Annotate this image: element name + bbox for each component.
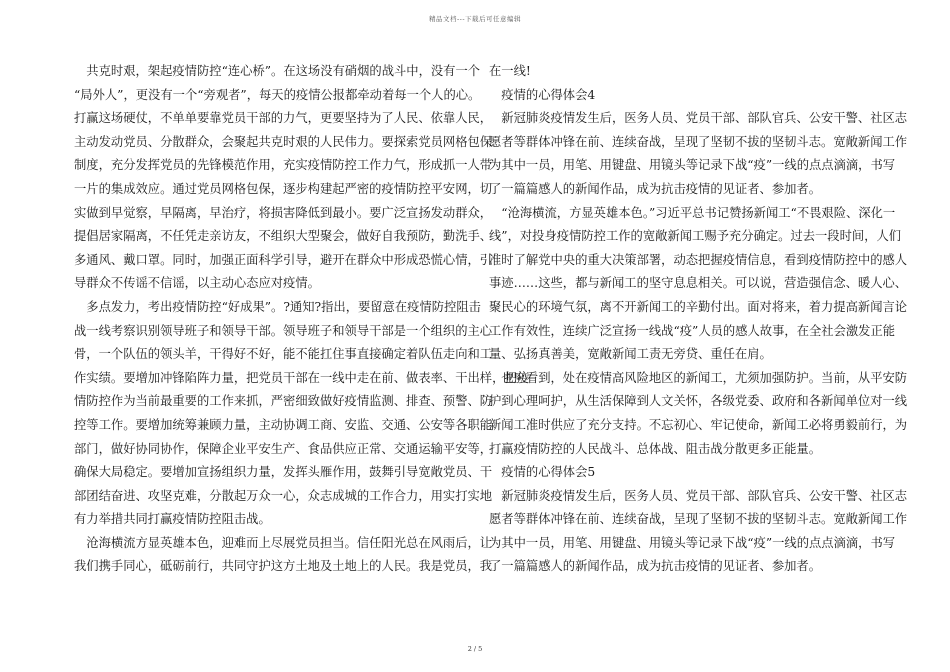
text-line: 工作有效性，连续广泛宣扬一线战“疫”人员的感人故事，在全社会激发正能 xyxy=(489,323,896,338)
text-line: 控等工作。要增加统筹兼顾力量，主动协调工商、安监、交通、公安等各职能 xyxy=(74,417,493,432)
text-line: 了一篇篇感人的新闻作品，成为抗击疫情的见证者、参加者。 xyxy=(489,181,822,196)
left-text-column xyxy=(74,60,529,579)
text-line: 护到心理呵护，从生活保障到人文关怀，各级党委、政府和各新闻单位对一线 xyxy=(489,394,908,409)
text-line: 新冠肺炎疫情发生后，医务人员、党员干部、部队官兵、公安干警、社区志 xyxy=(489,488,908,503)
text-line: 新冠肺炎疫情发生后，医务人员、党员干部、部队官兵、公安干警、社区志 xyxy=(489,111,908,126)
text-line: 确保大局稳定。要增加宣扬组织力量，发挥头雁作用，鼓舞引导宽敞党员、干 xyxy=(74,465,493,480)
text-line: “局外人”，更没有一个“旁观者”，每天的疫情公报都牵动着每一个人的心。 xyxy=(74,87,481,102)
text-line: 一片的集成效应。通过党员网格包保，逐步构建起严密的疫情防控平安网，切 xyxy=(74,181,493,196)
text-line: 主动发动党员、分散群众，会聚起共克时艰的人民伟力。要探索党员网格包保 xyxy=(74,134,493,149)
page-header: 精品文档---下载后可任意编辑 xyxy=(428,15,522,23)
text-line: 新闻工准时供应了充分支持。不忘初心、牢记使命，新闻工必将勇毅前行，为 xyxy=(489,417,908,432)
text-line: 部门，做好协同协作，保障企业平安生产、食品供应正常、交通运输平安等， xyxy=(74,441,493,456)
text-line: 愿者等群体冲锋在前、连续奋战，呈现了坚韧不拔的坚韧斗志。宽敞新闻工作 xyxy=(489,134,908,149)
text-line: 作实绩。要增加冲锋陷阵力量，把党员干部在一线中走在前、做表率、干出样，把疫 xyxy=(74,370,529,385)
text-line: 为其中一员，用笔、用键盘、用镜头等记录下战“疫”一线的点点滴滴，书写 xyxy=(489,535,896,550)
text-line: 骨，一个队伍的领头羊，干得好不好，能不能扛住事直接确定着队伍走向和工 xyxy=(74,347,493,362)
page-number: 2 / 5 xyxy=(467,645,483,653)
text-line: 线”，对投身疫情防控工作的宽敞新闻工赐予充分确定。过去一段时间，人们 xyxy=(489,229,902,244)
text-line: 导群众不传谣不信谣，以主动心态应对疫情。 xyxy=(74,276,320,291)
text-line: 制度，充分发挥党员的先锋模范作用，充实疫情防控工作力气，形成抓一人带 xyxy=(74,158,493,173)
text-line: 了一篇篇感人的新闻作品，成为抗击疫情的见证者、参加者。 xyxy=(489,559,822,574)
text-line: 有力举措共同打赢疫情防控阻击战。 xyxy=(74,512,271,527)
text-line: 共克时艰，架起疫情防控“连心桥”。在这场没有硝烟的战斗中，没有一个 xyxy=(74,64,481,78)
text-line: 打赢疫情防控的人民战斗、总体战、阻击战分散更多正能量。 xyxy=(489,441,822,456)
text-line: 我们携手同心，砥砺前行，共同守护这方土地及土地上的人民。我是党员，我 xyxy=(74,559,493,574)
text-line: 事迹……这些，都与新闻工的坚守息息相关。可以说，营造强信念、暖人心、 xyxy=(489,276,908,291)
text-line: 部团结奋进、攻坚克难，分散起万众一心，众志成城的工作合力，用实打实地 xyxy=(74,488,493,503)
text-line: 多点发力，考出疫情防控“好成果”。?通知?指出，要留意在疫情防控阻击 xyxy=(74,299,481,314)
text-line: 量、弘扬真善美，宽敞新闻工责无旁贷、重任在肩。 xyxy=(489,347,772,362)
text-line: 战一线考察识别领导班子和领导干部。领导班子和领导干部是一个组织的主心 xyxy=(74,323,493,338)
text-line: 疫情的心得体会4 xyxy=(489,87,596,102)
text-line: 准时了解党中央的重大决策部署，动态把握疫情信息，看到疫情防控中的感人 xyxy=(489,252,908,267)
text-line: 愿者等群体冲锋在前、连续奋战，呈现了坚韧不拔的坚韧斗志。宽敞新闻工作 xyxy=(489,512,908,527)
text-line: 在一线! xyxy=(489,64,531,78)
text-line: 也应看到，处在疫情高风险地区的新闻工，尤须加强防护。当前，从平安防 xyxy=(489,370,908,385)
text-line: 多通风、戴口罩。同时，加强正面科学引导，避开在群众中形成恐慌心情，引 xyxy=(74,252,493,267)
text-line: 沧海横流方显英雄本色，迎难而上尽展党员担当。信任阳光总在风雨后，让 xyxy=(74,535,493,550)
text-line: 为其中一员，用笔、用键盘、用镜头等记录下战“疫”一线的点点滴滴，书写 xyxy=(489,158,896,173)
text-line: 打赢这场硬仗，不单单要靠党员干部的力气，更要坚持为了人民、依靠人民， xyxy=(74,111,493,126)
text-line: 实做到早觉察，早隔离，早治疗，将损害降低到最小。要广泛宣扬发动群众， xyxy=(74,205,493,220)
text-line: 疫情的心得体会5 xyxy=(489,465,596,480)
text-line: 提倡居家隔离，不任凭走亲访友，不组织大型聚会，做好自我预防，勤洗手、 xyxy=(74,229,493,244)
text-line: 情防控作为当前最重要的工作来抓，严密细致做好疫情监测、排查、预警、防 xyxy=(74,394,493,409)
text-line: “沧海横流，方显英雄本色。”习近平总书记赞扬新闻工“不畏艰险、深化一 xyxy=(489,205,896,220)
text-line: 聚民心的环境气氛，离不开新闻工的辛勤付出。面对将来，着力提高新闻言论 xyxy=(489,299,908,314)
right-text-column xyxy=(489,60,908,579)
